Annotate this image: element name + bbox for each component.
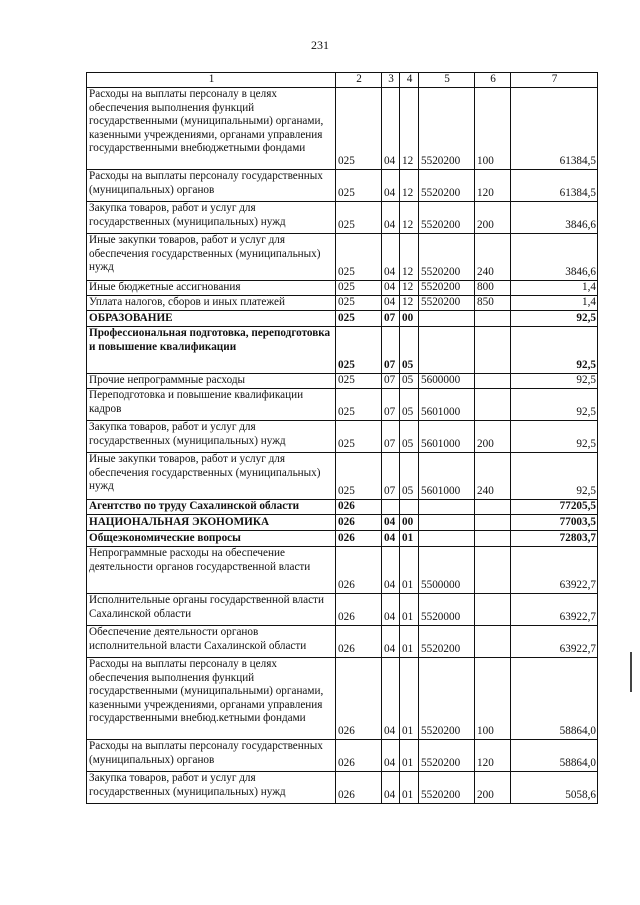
section-code-cell: 04 bbox=[382, 658, 400, 740]
admin-code-cell: 025 bbox=[336, 202, 382, 234]
amount-cell: 92,5 bbox=[511, 374, 598, 389]
row-name-cell: НАЦИОНАЛЬНАЯ ЭКОНОМИКА bbox=[87, 515, 336, 531]
column-header: 3 bbox=[382, 73, 400, 88]
amount-cell: 58864,0 bbox=[511, 658, 598, 740]
amount-cell: 92,5 bbox=[511, 453, 598, 500]
column-header: 6 bbox=[475, 73, 511, 88]
section-code-cell: 04 bbox=[382, 515, 400, 531]
expense-type-cell bbox=[475, 374, 511, 389]
subsection-code-cell: 12 bbox=[400, 88, 419, 170]
table-row bbox=[87, 772, 598, 804]
row-name-cell: Общеэкономические вопросы bbox=[87, 531, 336, 547]
section-code-cell: 04 bbox=[382, 594, 400, 626]
row-name-cell: Иные бюджетные ассигнования bbox=[87, 281, 336, 296]
section-code-cell: 07 bbox=[382, 311, 400, 327]
target-article-cell: 5520200 bbox=[419, 772, 475, 804]
admin-code-cell: 025 bbox=[336, 389, 382, 421]
target-article-cell: 5520000 bbox=[419, 594, 475, 626]
subsection-code-cell: 01 bbox=[400, 531, 419, 547]
target-article-cell: 5520200 bbox=[419, 658, 475, 740]
subsection-code-cell: 00 bbox=[400, 311, 419, 327]
row-name-cell: Закупка товаров, работ и услуг для государственных (муниципальных) нужд bbox=[87, 421, 336, 453]
table-row bbox=[87, 311, 598, 327]
amount-cell: 63922,7 bbox=[511, 626, 598, 658]
amount-cell: 58864,0 bbox=[511, 740, 598, 772]
target-article-cell: 5520200 bbox=[419, 202, 475, 234]
expense-type-cell bbox=[475, 389, 511, 421]
amount-cell: 63922,7 bbox=[511, 547, 598, 594]
row-name-cell: Обеспечение деятельности органов исполнительной власти Сахалинской области bbox=[87, 626, 336, 658]
target-article-cell: 5500000 bbox=[419, 547, 475, 594]
table-row bbox=[87, 234, 598, 281]
table-row bbox=[87, 281, 598, 296]
amount-cell: 77205,5 bbox=[511, 500, 598, 515]
row-name-cell: Расходы на выплаты персоналу государственных (муниципальных) органов bbox=[87, 740, 336, 772]
table-row bbox=[87, 296, 598, 311]
admin-code-cell: 025 bbox=[336, 234, 382, 281]
expense-type-cell: 800 bbox=[475, 281, 511, 296]
amount-cell: 92,5 bbox=[511, 389, 598, 421]
target-article-cell: 5520200 bbox=[419, 234, 475, 281]
amount-cell: 3846,6 bbox=[511, 234, 598, 281]
target-article-cell: 5520200 bbox=[419, 626, 475, 658]
amount-cell: 61384,5 bbox=[511, 88, 598, 170]
target-article-cell: 5520200 bbox=[419, 88, 475, 170]
expense-type-cell: 120 bbox=[475, 170, 511, 202]
expense-type-cell: 200 bbox=[475, 421, 511, 453]
row-name-cell: Иные закупки товаров, работ и услуг для обеспечения государственных (муниципальных) нужд bbox=[87, 453, 336, 500]
expense-type-cell: 240 bbox=[475, 234, 511, 281]
target-article-cell: 5601000 bbox=[419, 453, 475, 500]
expense-type-cell bbox=[475, 327, 511, 374]
column-header: 4 bbox=[400, 73, 419, 88]
admin-code-cell: 026 bbox=[336, 515, 382, 531]
column-header: 7 bbox=[511, 73, 598, 88]
subsection-code-cell: 12 bbox=[400, 296, 419, 311]
section-code-cell: 04 bbox=[382, 547, 400, 594]
page-number: 231 bbox=[311, 38, 329, 52]
expense-type-cell bbox=[475, 311, 511, 327]
amount-cell: 77003,5 bbox=[511, 515, 598, 531]
admin-code-cell: 026 bbox=[336, 658, 382, 740]
row-name-cell: Профессиональная подготовка, переподготовка и повышение квалификации bbox=[87, 327, 336, 374]
admin-code-cell: 025 bbox=[336, 421, 382, 453]
subsection-code-cell: 12 bbox=[400, 202, 419, 234]
target-article-cell bbox=[419, 311, 475, 327]
table-row bbox=[87, 594, 598, 626]
admin-code-cell: 026 bbox=[336, 500, 382, 515]
target-article-cell: 5520200 bbox=[419, 296, 475, 311]
row-name-cell: Расходы на выплаты персоналу в целях обеспечения выполнения функций государственными (муниципальными) органами, казенными учреждениями, органами управления государственными внебюджетными фондами bbox=[87, 88, 336, 170]
target-article-cell: 5520200 bbox=[419, 170, 475, 202]
section-code-cell: 04 bbox=[382, 88, 400, 170]
admin-code-cell: 026 bbox=[336, 740, 382, 772]
target-article-cell bbox=[419, 500, 475, 515]
subsection-code-cell: 05 bbox=[400, 389, 419, 421]
budget-table bbox=[86, 72, 598, 804]
subsection-code-cell: 05 bbox=[400, 453, 419, 500]
section-code-cell: 04 bbox=[382, 234, 400, 281]
amount-cell: 1,4 bbox=[511, 296, 598, 311]
section-code-cell: 07 bbox=[382, 389, 400, 421]
amount-cell: 3846,6 bbox=[511, 202, 598, 234]
amount-cell: 63922,7 bbox=[511, 594, 598, 626]
table-row bbox=[87, 327, 598, 374]
subsection-code-cell: 12 bbox=[400, 170, 419, 202]
row-name-cell: Расходы на выплаты персоналу в целях обеспечения выполнения функций государственными (муниципальными) органами, казенными учреждениями, органами управления государственными внебюд.кетными фондами bbox=[87, 658, 336, 740]
table-row bbox=[87, 421, 598, 453]
section-code-cell: 04 bbox=[382, 772, 400, 804]
subsection-code-cell: 05 bbox=[400, 421, 419, 453]
subsection-code-cell: 01 bbox=[400, 547, 419, 594]
subsection-code-cell: 12 bbox=[400, 234, 419, 281]
section-code-cell: 04 bbox=[382, 531, 400, 547]
admin-code-cell: 025 bbox=[336, 281, 382, 296]
target-article-cell bbox=[419, 531, 475, 547]
subsection-code-cell: 01 bbox=[400, 626, 419, 658]
section-code-cell: 04 bbox=[382, 170, 400, 202]
subsection-code-cell: 01 bbox=[400, 594, 419, 626]
target-article-cell: 5600000 bbox=[419, 374, 475, 389]
section-code-cell: 04 bbox=[382, 296, 400, 311]
expense-type-cell bbox=[475, 531, 511, 547]
subsection-code-cell bbox=[400, 500, 419, 515]
table-row bbox=[87, 740, 598, 772]
admin-code-cell: 025 bbox=[336, 311, 382, 327]
scan-margin-mark bbox=[630, 652, 632, 692]
target-article-cell bbox=[419, 327, 475, 374]
section-code-cell: 04 bbox=[382, 281, 400, 296]
admin-code-cell: 025 bbox=[336, 453, 382, 500]
column-header: 1 bbox=[87, 73, 336, 88]
target-article-cell: 5520200 bbox=[419, 740, 475, 772]
section-code-cell: 04 bbox=[382, 740, 400, 772]
section-code-cell: 07 bbox=[382, 327, 400, 374]
target-article-cell: 5520200 bbox=[419, 281, 475, 296]
admin-code-cell: 026 bbox=[336, 626, 382, 658]
subsection-code-cell: 05 bbox=[400, 374, 419, 389]
row-name-cell: ОБРАЗОВАНИЕ bbox=[87, 311, 336, 327]
column-header: 5 bbox=[419, 73, 475, 88]
amount-cell: 61384,5 bbox=[511, 170, 598, 202]
table-row bbox=[87, 658, 598, 740]
table-row bbox=[87, 374, 598, 389]
table-row bbox=[87, 500, 598, 515]
section-code-cell: 07 bbox=[382, 453, 400, 500]
section-code-cell: 07 bbox=[382, 421, 400, 453]
amount-cell: 92,5 bbox=[511, 421, 598, 453]
row-name-cell: Закупка товаров, работ и услуг для государственных (муниципальных) нужд bbox=[87, 202, 336, 234]
admin-code-cell: 026 bbox=[336, 772, 382, 804]
table-row bbox=[87, 202, 598, 234]
row-name-cell: Уплата налогов, сборов и иных платежей bbox=[87, 296, 336, 311]
amount-cell: 72803,7 bbox=[511, 531, 598, 547]
row-name-cell: Закупка товаров, работ и услуг для государственных (муниципальных) нужд bbox=[87, 772, 336, 804]
section-code-cell: 04 bbox=[382, 626, 400, 658]
section-code-cell bbox=[382, 500, 400, 515]
subsection-code-cell: 01 bbox=[400, 740, 419, 772]
table-header-row bbox=[87, 73, 598, 88]
expense-type-cell bbox=[475, 594, 511, 626]
expense-type-cell: 100 bbox=[475, 658, 511, 740]
admin-code-cell: 025 bbox=[336, 88, 382, 170]
table-row bbox=[87, 626, 598, 658]
amount-cell: 92,5 bbox=[511, 327, 598, 374]
row-name-cell: Агентство по труду Сахалинской области bbox=[87, 500, 336, 515]
table-row bbox=[87, 170, 598, 202]
expense-type-cell bbox=[475, 547, 511, 594]
admin-code-cell: 026 bbox=[336, 547, 382, 594]
section-code-cell: 04 bbox=[382, 202, 400, 234]
expense-type-cell bbox=[475, 626, 511, 658]
subsection-code-cell: 12 bbox=[400, 281, 419, 296]
amount-cell: 5058,6 bbox=[511, 772, 598, 804]
expense-type-cell bbox=[475, 515, 511, 531]
amount-cell: 1,4 bbox=[511, 281, 598, 296]
table-row bbox=[87, 453, 598, 500]
admin-code-cell: 025 bbox=[336, 296, 382, 311]
admin-code-cell: 025 bbox=[336, 327, 382, 374]
expense-type-cell bbox=[475, 500, 511, 515]
table-row bbox=[87, 389, 598, 421]
subsection-code-cell: 01 bbox=[400, 658, 419, 740]
subsection-code-cell: 00 bbox=[400, 515, 419, 531]
row-name-cell: Расходы на выплаты персоналу государственных (муниципальных) органов bbox=[87, 170, 336, 202]
row-name-cell: Непрограммные расходы на обеспечение деятельности органов государственной власти bbox=[87, 547, 336, 594]
expense-type-cell: 200 bbox=[475, 772, 511, 804]
row-name-cell: Исполнительные органы государственной власти Сахалинской области bbox=[87, 594, 336, 626]
table-row bbox=[87, 88, 598, 170]
target-article-cell: 5601000 bbox=[419, 389, 475, 421]
row-name-cell: Прочие непрограммные расходы bbox=[87, 374, 336, 389]
subsection-code-cell: 01 bbox=[400, 772, 419, 804]
expense-type-cell: 850 bbox=[475, 296, 511, 311]
table-row bbox=[87, 531, 598, 547]
table-row bbox=[87, 515, 598, 531]
table-row bbox=[87, 547, 598, 594]
section-code-cell: 07 bbox=[382, 374, 400, 389]
admin-code-cell: 026 bbox=[336, 594, 382, 626]
target-article-cell bbox=[419, 515, 475, 531]
column-header: 2 bbox=[336, 73, 382, 88]
subsection-code-cell: 05 bbox=[400, 327, 419, 374]
admin-code-cell: 026 bbox=[336, 531, 382, 547]
expense-type-cell: 240 bbox=[475, 453, 511, 500]
amount-cell: 92,5 bbox=[511, 311, 598, 327]
expense-type-cell: 120 bbox=[475, 740, 511, 772]
admin-code-cell: 025 bbox=[336, 374, 382, 389]
admin-code-cell: 025 bbox=[336, 170, 382, 202]
row-name-cell: Иные закупки товаров, работ и услуг для обеспечения государственных (муниципальных) нужд bbox=[87, 234, 336, 281]
target-article-cell: 5601000 bbox=[419, 421, 475, 453]
expense-type-cell: 200 bbox=[475, 202, 511, 234]
expense-type-cell: 100 bbox=[475, 88, 511, 170]
row-name-cell: Переподготовка и повышение квалификации кадров bbox=[87, 389, 336, 421]
